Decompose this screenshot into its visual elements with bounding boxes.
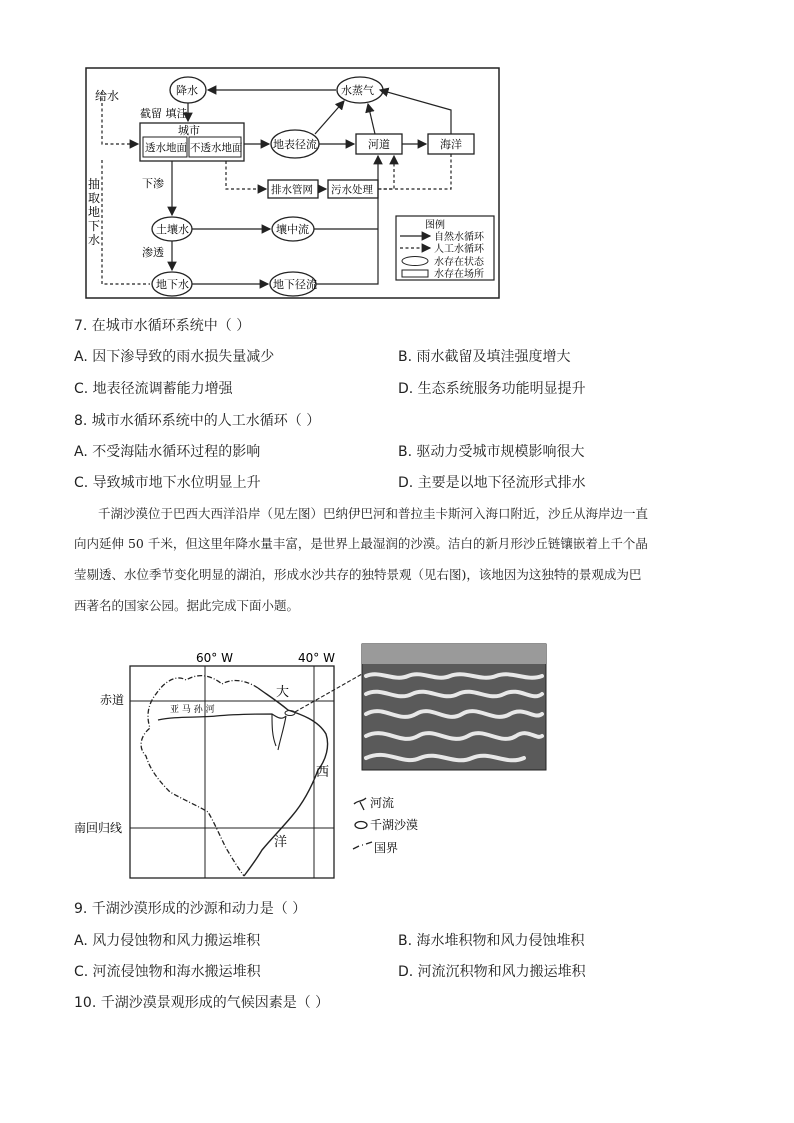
side-label-supply: 给水 [95,89,120,103]
map-river-branch [272,714,276,746]
label-percolate: 渗透 [142,246,164,259]
question-9-option-a[interactable]: A. 风力侵蚀物和风力搬运堆积 [74,933,261,949]
question-7-option-d[interactable]: D. 生态系统服务功能明显提升 [398,381,586,397]
svg-text:地: 地 [88,205,101,219]
side-label-extract [88,176,100,247]
svg-text:抽: 抽 [88,177,101,191]
desert-photo [362,644,546,770]
map-amazon-label: 亚 马 孙 河 [170,705,215,715]
label-infiltrate: 下渗 [142,177,164,190]
question-7-stem: 7. 在城市水循环系统中（ ） [74,318,251,334]
label-city: 城市 [178,124,200,137]
svg-text:自然水循环: 自然水循环 [434,232,484,243]
map-equator-label: 赤道 [100,693,125,707]
brazil-map-figure [0,636,794,886]
label-soil-water: 土壤水 [156,223,189,236]
map-river-branch-2 [278,716,286,750]
label-permeable: 透水地面 [145,142,187,154]
map-leader-line [295,674,362,712]
label-intercept: 截留 填洼 [140,107,188,120]
label-surface-runoff: 地表径流 [273,138,317,151]
map-ocean-label-2: 西 [316,765,330,780]
svg-text:水存在状态: 水存在状态 [434,257,484,268]
urban-water-cycle-diagram [0,0,794,310]
map-lon-40w: 40° W [298,651,335,665]
label-ground-runoff: 地下径流 [273,278,317,291]
svg-text:人工水循环: 人工水循环 [434,244,484,255]
question-8-option-c[interactable]: C. 导致城市地下水位明显上升 [74,475,261,491]
label-groundwater: 地下水 [156,278,189,291]
passage-line-3: 莹剔透、水位季节变化明显的湖泊，形成水沙共存的独特景观（见右图)，该地因为这独特的景观成为巴 [74,567,642,582]
svg-text:图例: 图例 [425,220,445,231]
svg-text:取: 取 [88,191,101,205]
question-9-option-b[interactable]: B. 海水堆积物和风力侵蚀堆积 [398,933,585,949]
question-7-option-c[interactable]: C. 地表径流调蓄能力增强 [74,381,233,397]
svg-text:国界: 国界 [374,841,399,855]
question-9-stem: 9. 千湖沙漠形成的沙源和动力是（ ） [74,901,307,917]
label-interflow: 壤中流 [276,223,309,236]
passage-line-1: 千湖沙漠位于巴西大西洋沿岸（见左图）巴纳伊巴河和普拉圭卡斯河入海口附近，沙丘从海岸边一直 [98,506,649,521]
map-tropic-label: 南回归线 [74,821,123,835]
label-rain: 降水 [176,84,198,97]
passage-line-4: 西著名的国家公园。据此完成下面小题。 [74,598,300,613]
label-drain: 排水管网 [271,184,313,196]
map-legend [353,795,418,855]
question-8-stem: 8. 城市水循环系统中的人工水循环（ ） [74,413,321,429]
label-river: 河道 [368,138,390,151]
question-8-option-d[interactable]: D. 主要是以地下径流形式排水 [398,475,586,491]
question-9-option-d[interactable]: D. 河流沉积物和风力搬运堆积 [398,964,586,980]
diagram-legend [396,216,494,280]
svg-text:下: 下 [88,219,101,233]
question-8-option-b[interactable]: B. 驱动力受城市规模影响很大 [398,444,585,460]
svg-text:河流: 河流 [370,796,395,810]
svg-text:水存在场所: 水存在场所 [434,269,484,280]
label-impermeable: 不透水地面 [190,142,243,154]
label-sewage: 污水处理 [331,184,373,196]
map-frame [130,666,334,878]
svg-text:水: 水 [88,233,101,247]
map-lon-60w: 60° W [196,651,233,665]
question-7-option-a[interactable]: A. 因下渗导致的雨水损失量减少 [74,349,275,365]
passage-line-2: 向内延伸 50 千米，但这里年降水量丰富，是世界上最湿润的沙漠。洁白的新月形沙丘链镶嵌着上千个晶 [74,536,648,551]
question-7-option-b[interactable]: B. 雨水截留及填洼强度增大 [398,349,571,365]
question-10-stem: 10. 千湖沙漠景观形成的气候因素是（ ） [74,995,330,1011]
label-vapor: 水蒸气 [341,84,374,97]
label-ocean: 海洋 [440,138,462,151]
question-9-option-c[interactable]: C. 河流侵蚀物和海水搬运堆积 [74,964,261,980]
map-ocean-label-3: 洋 [274,835,288,850]
svg-text:千湖沙漠: 千湖沙漠 [370,818,419,832]
map-ocean-label-1: 大 [276,685,290,700]
question-8-option-a[interactable]: A. 不受海陆水循环过程的影响 [74,444,261,460]
